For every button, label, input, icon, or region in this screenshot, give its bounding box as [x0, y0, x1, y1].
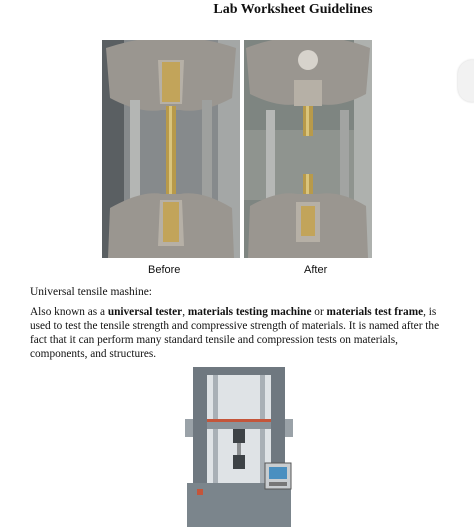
term-universal-tester: universal tester [107, 306, 183, 318]
para-text-2: , [182, 306, 188, 318]
testing-machine-image [183, 367, 295, 527]
para-text-1: Also known as a [30, 306, 108, 318]
para-text-4: , is used to test the tensile strength and compressive strength of materials. It is named after the fact that it can perform many standard tensile and compression tests on materials, components, and structures. [30, 306, 440, 360]
section-heading: Universal tensile mashine: [30, 286, 152, 298]
term-materials-test-frame: materials test frame [326, 306, 424, 318]
term-materials-testing-machine: materials testing machine [187, 306, 312, 318]
caption-before: Before [148, 264, 181, 276]
before-photo [102, 40, 240, 258]
para-text-3: or [311, 306, 327, 318]
description-paragraph [30, 305, 448, 361]
after-photo [244, 40, 372, 258]
page-scroll-tab[interactable] [458, 60, 474, 102]
document-title: Lab Worksheet Guidelines [213, 2, 373, 17]
caption-after: After [304, 264, 328, 276]
